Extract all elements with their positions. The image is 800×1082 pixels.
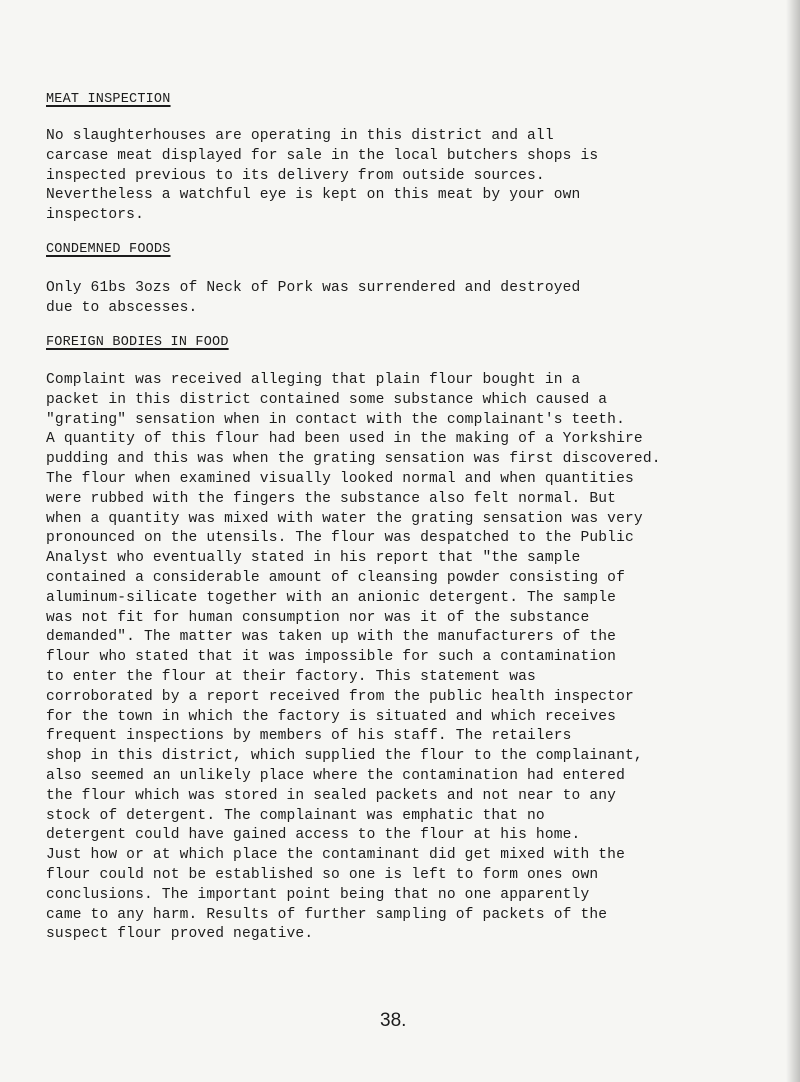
text-line: Just how or at which place the contaminant did get mixed with the xyxy=(46,847,625,864)
text-line: carcase meat displayed for sale in the local butchers shops is xyxy=(46,147,599,164)
text-line: conclusions. The important point being that no one apparently xyxy=(46,886,590,903)
text-line: "grating" sensation when in contact with the complainant's teeth. xyxy=(46,411,625,428)
text-line: contained a considerable amount of cleansing powder consisting of xyxy=(46,569,625,586)
text-line: for the town in which the factory is situated and which receives xyxy=(46,708,617,725)
text-line: shop in this district, which supplied the flour to the complainant, xyxy=(46,748,643,765)
text-line: also seemed an unlikely place where the contamination had entered xyxy=(46,767,625,784)
text-line: The flour when examined visually looked normal and when quantities xyxy=(46,470,634,487)
text-line: detergent could have gained access to the flour at his home. xyxy=(46,827,581,844)
text-line: A quantity of this flour had been used in the making of a Yorkshire xyxy=(46,431,643,448)
text-line: due to abscesses. xyxy=(46,299,198,316)
text-line: frequent inspections by members of his staff. The retailers xyxy=(46,728,572,745)
text-line: Only 61bs 3ozs of Neck of Pork was surrendered and destroyed xyxy=(46,280,581,296)
page-edge-shadow xyxy=(786,0,800,1082)
text-line: pronounced on the utensils. The flour was despatched to the Public xyxy=(46,530,634,547)
paragraph-foreign-bodies-in-food xyxy=(46,371,786,945)
text-line: Complaint was received alleging that plain flour bought in a xyxy=(46,372,581,388)
heading-condemned-foods: CONDEMNED FOODS xyxy=(46,242,171,257)
text-line: No slaughterhouses are operating in this district and all xyxy=(46,128,554,144)
text-line: aluminum-silicate together with an anionic detergent. The sample xyxy=(46,589,617,606)
text-line: inspectors. xyxy=(46,207,144,224)
text-line: suspect flour proved negative. xyxy=(46,926,314,943)
text-line: corroborated by a report received from the public health inspector xyxy=(46,688,634,705)
text-line: inspected previous to its delivery from outside sources. xyxy=(46,167,545,184)
text-line: came to any harm. Results of further sampling of packets of the xyxy=(46,906,608,923)
text-line: flour who stated that it was impossible for such a contamination xyxy=(46,649,617,666)
text-line: to enter the flour at their factory. This statement was xyxy=(46,668,536,685)
text-line: the flour which was stored in sealed packets and not near to any xyxy=(46,787,617,804)
text-line: pudding and this was when the grating sensation was first discovered. xyxy=(46,451,661,468)
text-line: when a quantity was mixed with water the grating sensation was very xyxy=(46,510,643,527)
text-line: were rubbed with the fingers the substance also felt normal. But xyxy=(46,490,617,507)
text-line: demanded". The matter was taken up with the manufacturers of the xyxy=(46,629,617,646)
page-number: 38. xyxy=(380,1010,407,1031)
paragraph-condemned-foods xyxy=(46,279,786,319)
text-line: flour could not be established so one is left to form ones own xyxy=(46,866,599,883)
text-line: Nevertheless a watchful eye is kept on this meat by your own xyxy=(46,187,581,204)
paragraph-meat-inspection xyxy=(46,127,786,226)
text-line: Analyst who eventually stated in his report that "the sample xyxy=(46,550,581,567)
text-line: was not fit for human consumption nor was it of the substance xyxy=(46,609,590,626)
text-line: packet in this district contained some substance which caused a xyxy=(46,391,608,408)
heading-foreign-bodies-in-food: FOREIGN BODIES IN FOOD xyxy=(46,335,229,350)
text-line: stock of detergent. The complainant was emphatic that no xyxy=(46,807,545,824)
heading-meat-inspection: MEAT INSPECTION xyxy=(46,92,171,107)
